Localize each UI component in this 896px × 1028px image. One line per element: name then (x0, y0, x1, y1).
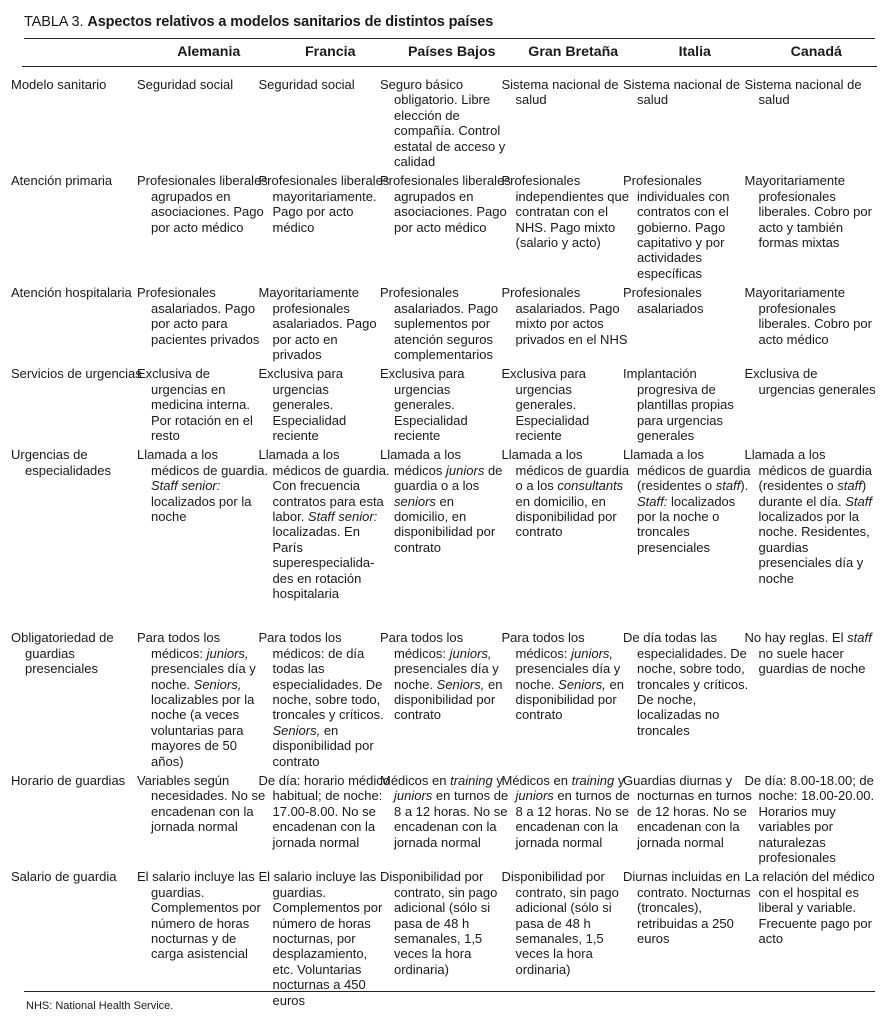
table-cell: Diurnas incluidas en contrato. Nocturnas (troncales), retribuidas a 250 euros (623, 869, 751, 947)
table-cell: Exclusiva para urgencias generales. Especialidad reciente (258, 366, 347, 443)
table-cell: Seguridad social (258, 77, 355, 92)
table-cell: Para todos los médicos: juniors, presenciales día y noche. Seniors, en disponibilidad por contrato (501, 630, 624, 723)
table-cell: De día: horario médico habitual; de noche: 17.00-8.00. No se encadenan con la jornada normal (258, 773, 391, 850)
table-cell: Llamada a los médicos de guardia. Con frecuencia contratos para esta labor. Staff senior: localizadas. En París superespecialida-des en rotación hospitalaria (258, 447, 390, 601)
table-title (24, 14, 493, 30)
column-header: Francia (270, 40, 392, 67)
table-cell: Profesionales liberales agrupados en asociaciones. Pago por acto médico (137, 173, 268, 235)
table-cell: Para todos los médicos: juniors, presenciales día y noche. Seniors, en disponibilidad por contrato (380, 630, 503, 723)
table-cell: De día: 8.00-18.00; de noche: 18.00-20.00. Horarios muy variables por naturalezas profesionales (744, 773, 875, 866)
table-cell: Llamada a los médicos juniors de guardia o a los seniors en domicilio, en disponibilidad por contrato (380, 447, 503, 555)
column-header: Alemania (148, 40, 270, 67)
table-cell: No hay reglas. El staff no suele hacer guardias de noche (744, 630, 872, 677)
table-cell: Profesionales asalariados. Pago por acto para pacientes privados (137, 285, 260, 347)
table-cell: De día todas las especialidades. De noche, sobre todo, troncales y críticos. De noche, localizadas no troncales (623, 630, 749, 738)
table-cell: Variables según necesidades. No se encadenan con la jornada normal (137, 773, 266, 835)
table-cell: Llamada a los médicos de guardia o a los consultants en domicilio, en disponibilidad por contrato (501, 447, 629, 540)
comparison-table (11, 40, 877, 1019)
table-cell: El salario incluye las guardias. Complementos por número de horas nocturnas y de carga asistencial (137, 869, 261, 962)
table-cell: Exclusiva de urgencias en medicina interna. Por rotación en el resto (137, 366, 253, 443)
table-row (22, 447, 877, 630)
table-cell: Disponibilidad por contrato, sin pago adicional (sólo si pasa de 48 h semanales, 1,5 veces la hora ordinaria) (380, 869, 498, 977)
table-cell: Profesionales independientes que contratan con el NHS. Pago mixto (salario y acto) (501, 173, 629, 251)
table-cell: Implantación progresiva de plantillas propias para urgencias generales (623, 366, 734, 443)
table-cell: Sistema nacional de salud (744, 77, 862, 108)
table-cell: Mayoritariamente profesionales asalariados. Pago por acto en privados (258, 285, 377, 362)
table-cell: Exclusiva de urgencias generales (744, 366, 876, 397)
row-label: Servicios de urgencias (11, 366, 142, 382)
table-row (22, 869, 877, 1019)
table-cell: Profesionales liberales agrupados en asociaciones. Pago por acto médico (380, 173, 511, 235)
row-label: Urgencias de especialidades (11, 447, 112, 478)
table-cell: Profesionales asalariados. Pago mixto por actos privados en el NHS (501, 285, 628, 347)
table-cell: Exclusiva para urgencias generales. Especialidad reciente (501, 366, 590, 443)
column-header: Gran Bretaña (513, 40, 635, 67)
table-row (22, 773, 877, 869)
table-number: TABLA 3. (24, 14, 84, 30)
table-row (22, 630, 877, 773)
table-row (22, 285, 877, 366)
table-cell: Médicos en training y juniors en turnos de 8 a 12 horas. No se encadenan con la jornada normal (501, 773, 630, 850)
table-cell: Profesionales individuales con contratos con el gobierno. Pago capitativo y por actividades específicas (623, 173, 730, 281)
row-label: Salario de guardia (11, 869, 117, 885)
row-label: Atención hospitalaria (11, 285, 132, 301)
table-cell: Exclusiva para urgencias generales. Especialidad reciente (380, 366, 468, 443)
row-label: Modelo sanitario (11, 77, 107, 92)
footnote: NHS: National Health Service. (26, 1000, 174, 1012)
table-row (22, 67, 877, 174)
table-cell: Mayoritariamente profesionales liberales. Cobro por acto médico (744, 285, 872, 347)
header-row (22, 40, 877, 67)
table-cell: Profesionales asalariados (623, 285, 704, 316)
table-row (22, 173, 877, 285)
table-row (22, 366, 877, 447)
table-cell: Profesionales liberales mayoritariamente. Pago por acto médico (258, 173, 390, 235)
table-cell: La relación del médico con el hospital es liberal y variable. Frecuente pago por acto (744, 869, 875, 947)
table-caption: Aspectos relativos a modelos sanitarios de distintos países (87, 14, 494, 30)
top-rule (24, 38, 875, 39)
table-cell: Profesionales asalariados. Pago suplementos por atención seguros complementarios (380, 285, 499, 362)
table-cell: Llamada a los médicos de guardia (residentes o staff) durante el día. Staff localizados por la noche. Residentes, guardias presenciales día y noche (744, 447, 872, 586)
table-cell: Para todos los médicos: de día todas las especialidades. De noche, sobre todo, troncales y críticos. Seniors, en disponibilidad por contrato (258, 630, 384, 769)
row-label: Horario de guardias (11, 773, 126, 788)
table-cell: Para todos los médicos: juniors, presenciales día y noche. Seniors, localizables por la noche (a veces voluntarias para mayores de 50 años) (137, 630, 256, 769)
table-cell: Seguro básico obligatorio. Libre elección de compañía. Control estatal de acceso y calidad (380, 77, 506, 170)
column-header: Canadá (756, 40, 878, 67)
bottom-rule (24, 991, 875, 992)
table-cell: Llamada a los médicos de guardia. Staff senior: localizados por la noche (137, 447, 269, 524)
row-label: Obligatoriedad de guardias presenciales (11, 630, 114, 677)
table-cell: Llamada a los médicos de guardia (residentes o staff). Staff: localizados por la noche o troncales presenciales (623, 447, 751, 555)
table-cell: Seguridad social (137, 77, 234, 92)
column-header: Países Bajos (391, 40, 513, 67)
column-header: Italia (634, 40, 756, 67)
table-cell: Sistema nacional de salud (623, 77, 741, 108)
table-cell: Mayoritariamente profesionales liberales. Cobro por acto y también formas mixtas (744, 173, 872, 251)
row-label: Atención primaria (11, 173, 113, 189)
table-cell: Disponibilidad por contrato, sin pago adicional (sólo si pasa de 48 h semanales, 1,5 veces la hora ordinaria) (501, 869, 619, 977)
header-empty (22, 40, 148, 67)
table-cell: Guardias diurnas y nocturnas en turnos de 12 horas. No se encadenan con la jornada normal (623, 773, 752, 850)
table-cell: Sistema nacional de salud (501, 77, 619, 108)
table-cell: El salario incluye las guardias. Complementos por número de horas nocturnas, por desplazamiento, etc. Voluntarias nocturnas a 450 euros (258, 869, 383, 1008)
table-cell: Médicos en training y juniors en turnos de 8 a 12 horas. No se encadenan con la jornada normal (380, 773, 509, 850)
